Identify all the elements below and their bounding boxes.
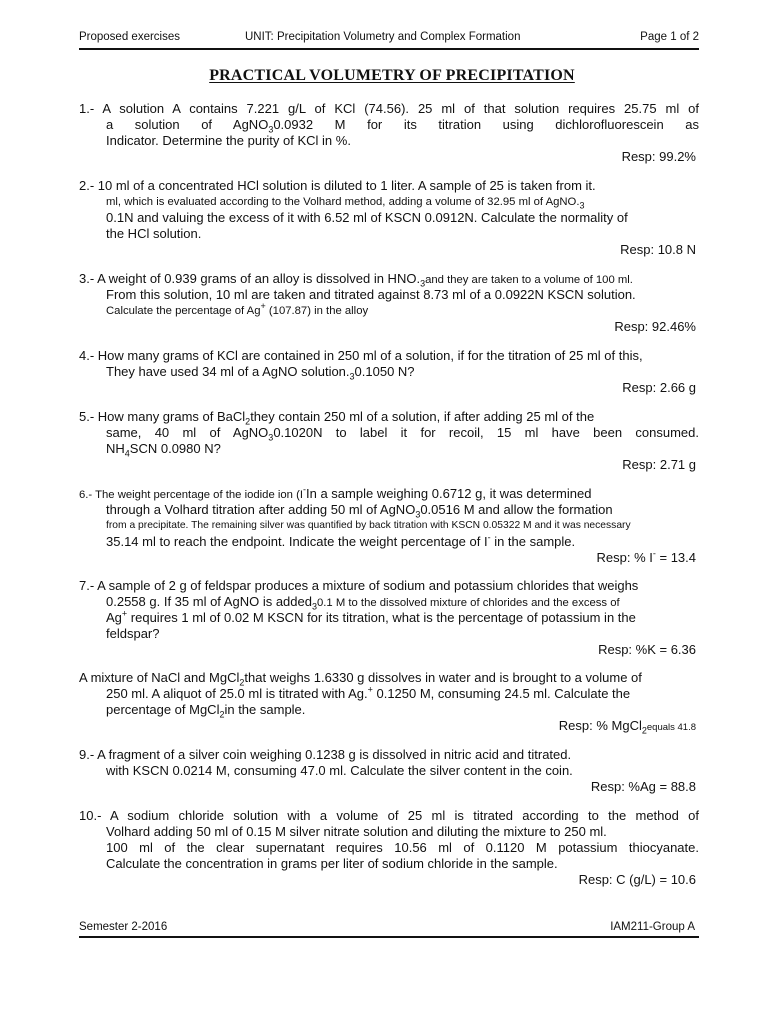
- footer-course: IAM211-Group A: [610, 921, 695, 933]
- exercise-line: with KSCN 0.0214 M, consuming 47.0 ml. Calculate the silver content in the coin.: [106, 763, 573, 778]
- exercise-line: 100 ml of the clear supernatant requires 10.56 ml of 0.1120 M potassium thiocyanate.: [106, 840, 699, 855]
- exercise-line: 6.- The weight percentage of the iodide ion (I-In a sample weighing 0.6712 g, it was determined: [79, 484, 592, 501]
- exercise-3: [79, 271, 699, 335]
- exercise-9: [79, 747, 699, 795]
- exercise-line: a solution of AgNO$_3$0.0932 M for its titration using dichlorofluorescein as: [106, 117, 699, 135]
- exercise-line: 1.- A solution A contains 7.221 g/L of KCl (74.56). 25 ml of that solution requires 25.75 ml of: [79, 101, 699, 116]
- exercise-1: [79, 101, 699, 165]
- exercise-line: through a Volhard titration after adding 50 ml of AgNO$_3$0.0516 M and allow the formation: [106, 502, 613, 520]
- header-page-number: Page 1 of 2: [640, 31, 699, 43]
- answer: Resp: 10.8 N: [620, 242, 696, 257]
- page-footer: [79, 919, 699, 938]
- exercise-line: Ag+ requires 1 ml of 0.02 M KSCN for its titration, what is the percentage of potassium in the: [106, 608, 636, 625]
- exercise-5: [79, 409, 699, 473]
- answer: Resp: C (g/L) = 10.6: [578, 872, 696, 887]
- exercise-10: [79, 808, 699, 888]
- exercise-line: They have used 34 ml of a AgNO $solution._30.1050$ N?: [106, 364, 415, 382]
- answer: Resp: % I- = 13.4: [596, 548, 696, 565]
- answer: Resp: 2.71 g: [622, 457, 696, 472]
- answer: Resp: % MgCl$_2$equals 41.8: [558, 718, 696, 736]
- exercise-line: 35.14 ml to reach the endpoint. Indicate the weight percentage of I- in the sample.: [106, 532, 576, 549]
- exercise-line: 0.1N and valuing the excess of it with 6.52 ml of KSCN 0.0912N. Calculate the normality of: [106, 210, 628, 225]
- exercise-line: percentage of MgCl$_2$in the sample.: [106, 702, 306, 720]
- answer: Resp: %K = 6.36: [598, 642, 696, 657]
- answer: Resp: %Ag = 88.8: [590, 779, 696, 794]
- exercise-line: 4.- How many grams of KCl are contained in 250 ml of a solution, if for the titration of 25 ml of this,: [79, 348, 643, 363]
- exercise-line: ml, which is evaluated according to the Volhard method, adding a volume of 32.95 ml of $AgNO._3$: [106, 196, 585, 211]
- exercise-line: 7.- A sample of 2 g of feldspar produces a mixture of sodium and potassium chlorides that weighs: [79, 578, 639, 593]
- exercise-line: 250 ml. A aliquot of 25.0 ml is titrated with Ag.+ 0.1250 M, consuming 24.5 ml. Calculate the: [106, 684, 631, 701]
- exercise-line: 2.- 10 ml of a concentrated HCl solution is diluted to 1 liter. A sample of 25 is taken from it.: [79, 178, 596, 193]
- page-header: [79, 30, 699, 50]
- answer: Resp: 92.46%: [614, 319, 696, 334]
- header-left: Proposed exercises: [79, 31, 180, 43]
- exercise-line: From this solution, 10 ml are taken and titrated against 8.73 ml of a 0.0922N KSCN solution.: [106, 287, 636, 302]
- exercise-8: [79, 670, 699, 734]
- exercise-2: [79, 178, 699, 258]
- exercise-line: from a precipitate. The remaining silver was quantified by back titration with KSCN 0.05322 M and it was necessary: [106, 520, 631, 531]
- header-center: UNIT: Precipitation Volumetry and Complex Formation: [245, 31, 521, 43]
- answer: Resp: 2.66 g: [622, 380, 696, 395]
- exercise-4: [79, 348, 699, 396]
- answer: Resp: 99.2%: [621, 149, 696, 164]
- exercise-line: 5.- How many grams of BaCl$_2$they contain 250 ml of a solution, if after adding 25 ml of the: [79, 409, 595, 427]
- page-title: PRACTICAL VOLUMETRY OF PRECIPITATION: [209, 67, 575, 84]
- exercise-7: [79, 578, 699, 658]
- exercise-line: 0.2558 g. If 35 ml of AgNO is added$_3$0.1 M to the dissolved mixture of chlorides and the excess of: [106, 594, 620, 612]
- exercise-line: feldspar?: [106, 626, 160, 641]
- exercise-line: Calculate the concentration in grams per liter of sodium chloride in the sample.: [106, 856, 558, 871]
- exercise-line: same, 40 ml of AgNO$_3$0.1020N to label it for recoil, 15 ml have been consumed.: [106, 425, 699, 443]
- exercise-line: 10.- A sodium chloride solution with a volume of 25 ml is titrated according to the method of: [79, 808, 699, 823]
- exercise-line: Calculate the percentage of Ag+ (107.87) in the alloy: [106, 301, 369, 317]
- footer-semester: Semester 2-2016: [79, 921, 168, 933]
- exercise-line: Indicator. Determine the purity of KCl in %.: [106, 133, 351, 148]
- exercise-line: A mixture of NaCl and MgCl$_2$that weighs 1.6330 g dissolves in water and is brought to a volume of: [79, 670, 642, 688]
- exercise-6: [79, 486, 699, 566]
- exercise-line: $NH_4SCN$ 0.0980 N?: [106, 441, 221, 459]
- exercise-line: 9.- A fragment of a silver coin weighing 0.1238 g is dissolved in nitric acid and titrated.: [79, 747, 572, 762]
- exercise-line: Volhard adding 50 ml of 0.15 M silver nitrate solution and diluting the mixture to 250 ml.: [106, 824, 607, 839]
- exercise-line: 3.- A weight of 0.939 grams of an alloy is dissolved in $HNO._3and$ they are taken to a volume of 100 ml.: [79, 271, 633, 289]
- exercise-line: the HCl solution.: [106, 226, 202, 241]
